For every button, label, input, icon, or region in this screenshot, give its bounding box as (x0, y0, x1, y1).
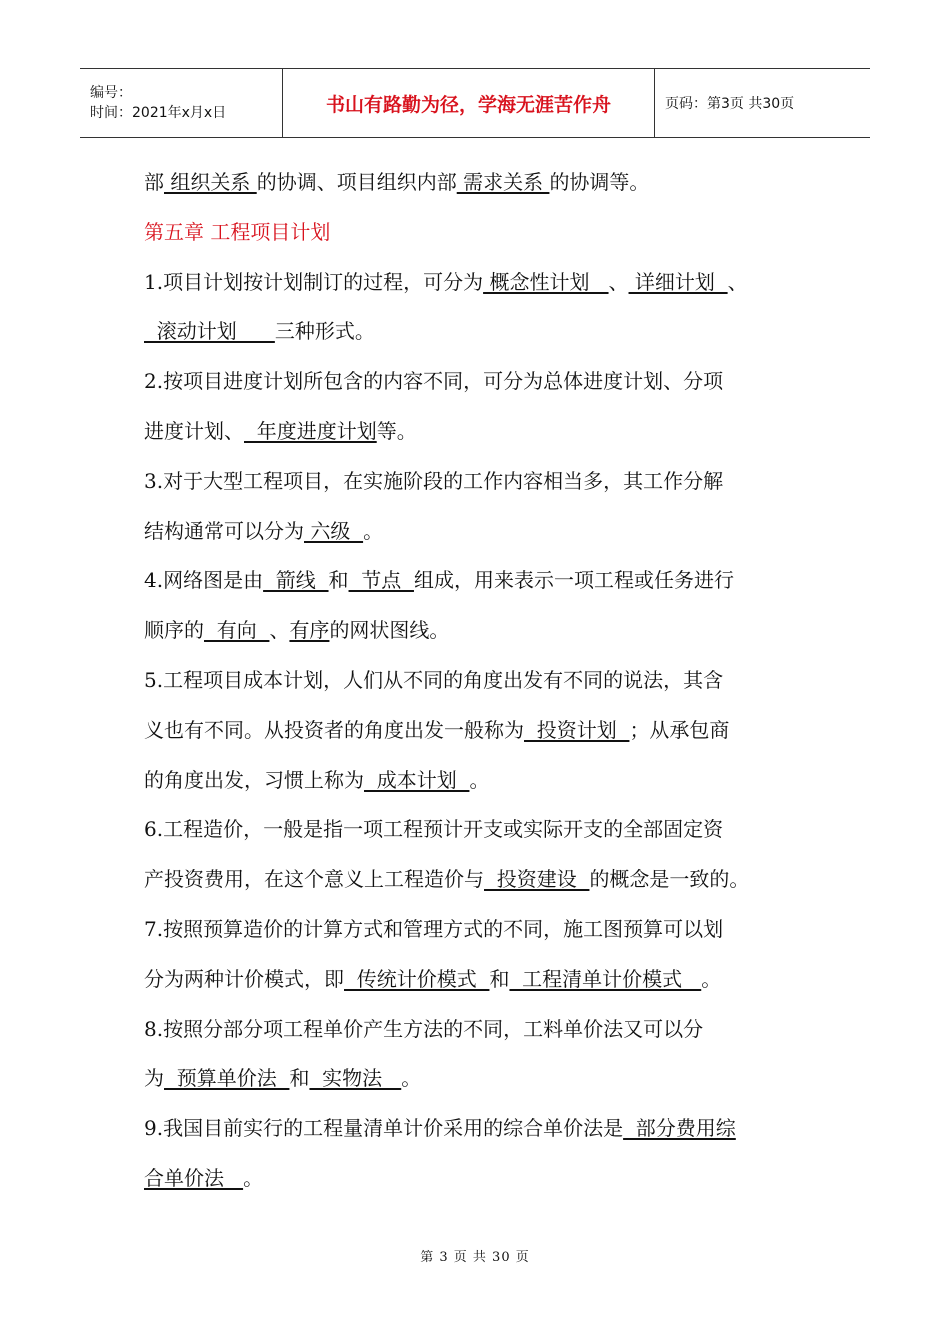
text-line (144, 905, 816, 955)
answer-blank: 概念性计划 (483, 269, 609, 294)
line-text: 、 (727, 269, 748, 294)
doc-time-label: 时间：2021年x月x日 (90, 105, 227, 121)
text-line (144, 556, 816, 606)
line-text: 7.按照预算造价的计算方式和管理方式的不同，施工图预算可以划 (144, 916, 724, 941)
text-line (144, 457, 816, 507)
line-text: 和 (328, 568, 349, 593)
text-line (144, 606, 816, 656)
answer-blank: 投资计划 (524, 717, 630, 742)
line-text: 义也有不同。从投资者的角度出发一般称为 (144, 717, 524, 742)
line-text: 三种形式。 (274, 319, 375, 344)
line-text: 为 (144, 1066, 164, 1091)
line-text: 5.工程项目成本计划，人们从不同的角度出发有不同的说法，其含 (144, 667, 724, 692)
text-line (144, 855, 816, 905)
text-line (144, 1054, 816, 1104)
page-info-text: 页码：第3页 共30页 (665, 96, 795, 112)
text-line (144, 258, 816, 308)
answer-blank: 详细计划 (628, 269, 728, 294)
line-text: 结构通常可以分为 (144, 518, 304, 543)
line-text: 组成，用来表示一项工程或任务进行 (413, 568, 734, 593)
line-text: 8.按照分部分项工程单价产生方法的不同，工料单价法又可以分 (144, 1016, 704, 1041)
page-header (80, 68, 870, 138)
answer-blank: 实物法 (309, 1066, 402, 1091)
answer-blank: 有向 (204, 618, 270, 643)
answer-blank: 传统计价模式 (344, 966, 490, 991)
text-line (144, 1154, 816, 1204)
line-text: 6.工程造价，一般是指一项工程预计开支或实际开支的全部固定资 (144, 817, 724, 842)
text-line (144, 507, 816, 557)
text-line (144, 805, 816, 855)
answer-blank: 合单价法 (144, 1165, 244, 1190)
text-line (144, 158, 816, 208)
text-line (144, 1005, 816, 1055)
answer-blank: 节点 (348, 568, 414, 593)
text-line (144, 756, 816, 806)
answer-blank: 工程清单计价模式 (509, 966, 702, 991)
line-text: 。 (243, 1165, 264, 1190)
answer-blank: 有序 (289, 618, 330, 643)
page-footer: 第 3 页 共 30 页 (420, 1250, 530, 1265)
line-text: 。 (701, 966, 722, 991)
text-line (144, 407, 816, 457)
answer-blank: 组织关系 (164, 170, 257, 194)
text-line (144, 307, 816, 357)
line-text: 等。 (376, 418, 417, 443)
line-text: 和 (489, 966, 510, 991)
header-meta (80, 69, 283, 137)
text-line (144, 208, 816, 258)
line-text: 9.我国目前实行的工程量清单计价采用的综合单价法是 (144, 1116, 624, 1141)
line-text: 1.项目计划按计划制订的过程，可分为 (144, 269, 484, 294)
line-text: 的概念是一致的。 (589, 867, 750, 892)
line-text: 。 (401, 1066, 422, 1091)
text-line (144, 656, 816, 706)
answer-blank: 滚动计划 (144, 319, 275, 344)
line-text: 的协调等。 (549, 170, 650, 194)
line-text: 和 (289, 1066, 310, 1091)
line-text: 。 (469, 767, 490, 792)
text-line (144, 357, 816, 407)
answer-blank: 箭线 (263, 568, 329, 593)
line-text: 4.网络图是由 (144, 568, 264, 593)
answer-blank: 六级 (304, 518, 364, 543)
line-text: 3.对于大型工程项目，在实施阶段的工作内容相当多，其工作分解 (144, 468, 724, 493)
document-body (144, 158, 816, 1204)
line-text: 部 (144, 170, 164, 194)
line-text: 分为两种计价模式，即 (144, 966, 344, 991)
header-motto (283, 69, 655, 137)
doc-code-label: 编号： (90, 85, 132, 101)
answer-blank: 需求关系 (456, 170, 550, 194)
answer-blank: 预算单价法 (164, 1066, 290, 1091)
line-text: 的角度出发，习惯上称为 (144, 767, 364, 792)
line-text: 的协调、项目组织内部 (256, 170, 457, 194)
answer-blank: 成本计划 (364, 767, 470, 792)
header-page-info (655, 69, 870, 137)
line-text: ；从承包商 (629, 717, 730, 742)
answer-blank: 部分费用综 (623, 1116, 736, 1141)
line-text: 产投资费用，在这个意义上工程造价与 (144, 867, 484, 892)
text-line (144, 706, 816, 756)
line-text: 。 (363, 518, 384, 543)
line-text: 、 (269, 618, 290, 643)
answer-blank: 年度进度计划 (244, 418, 377, 443)
answer-blank: 投资建设 (484, 867, 590, 892)
text-line (144, 955, 816, 1005)
line-text: 顺序的 (144, 618, 204, 643)
line-text: 、 (608, 269, 629, 294)
line-text: 的网状图线。 (329, 618, 450, 643)
line-text: 进度计划、 (144, 418, 244, 443)
motto-text: 书山有路勤为径，学海无涯苦作舟 (325, 93, 611, 116)
text-line (144, 1104, 816, 1154)
line-text: 第五章 工程项目计划 (144, 219, 331, 244)
line-text: 2.按项目进度计划所包含的内容不同，可分为总体进度计划、分项 (144, 369, 724, 394)
